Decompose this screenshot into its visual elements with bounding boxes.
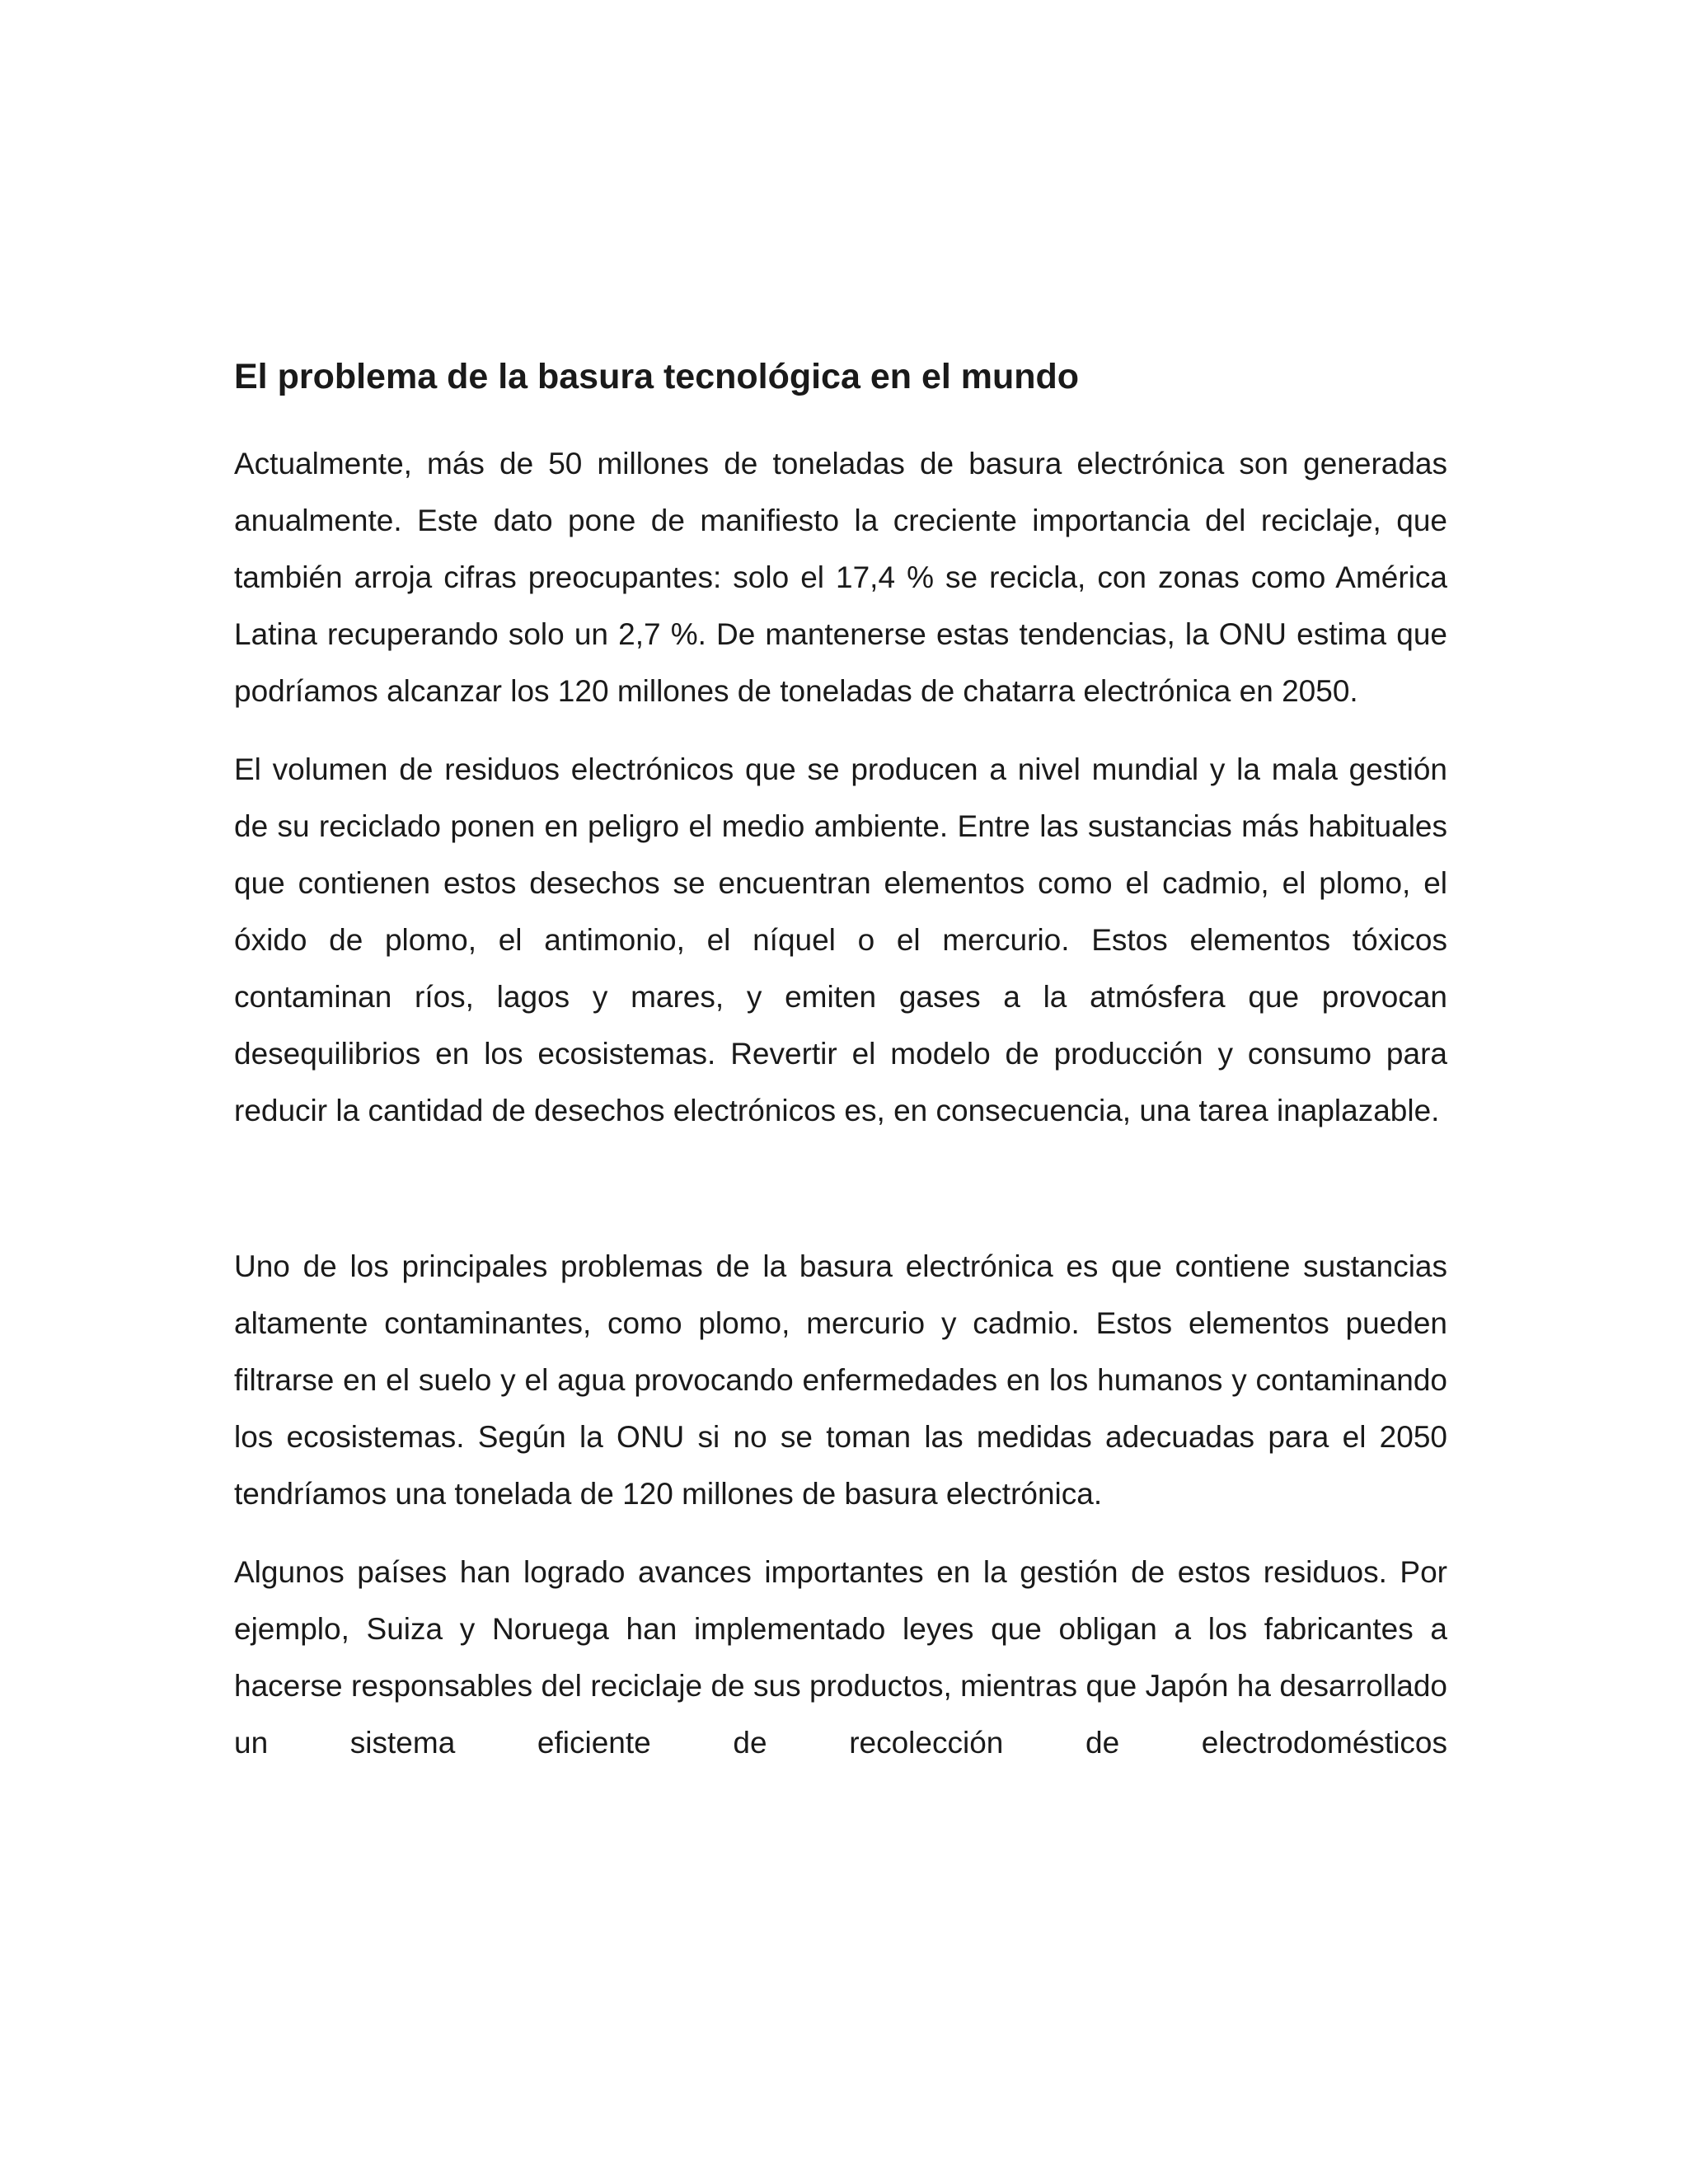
paragraph: Actualmente, más de 50 millones de toneladas de basura electrónica son generadas anualmente. Este dato pone de manifiesto la creciente importancia del reciclaje, que también arroja cifras preocupantes: solo el 17,4 % se recicla, con zonas como América Latina recuperando solo un 2,7 %. De mantenerse estas tendencias, la ONU estima que podríamos alcanzar los 120 millones de toneladas de chatarra electrónica en 2050. — [234, 447, 1447, 708]
paragraph: El volumen de residuos electrónicos que se producen a nivel mundial y la mala gestión de su reciclado ponen en peligro el medio ambiente. Entre las sustancias más habituales que contienen estos desechos se encuentran elementos como el cadmio, el plomo, el óxido de plomo, el antimonio, el níquel o el mercurio. Estos elementos tóxicos contaminan ríos, lagos y mares, y emiten gases a la atmósfera que provocan desequilibrios en los ecosistemas. Revertir el modelo de producción y consumo para reducir la cantidad de desechos electrónicos es, en consecuencia, una tarea inaplazable. — [234, 752, 1447, 1127]
paragraph: Uno de los principales problemas de la basura electrónica es que contiene sustancias altamente contaminantes, como plomo, mercurio y cadmio. Estos elementos pueden filtrarse en el suelo y el agua provocando enfermedades en los humanos y contaminando los ecosistemas. Según la ONU si no se toman las medidas adecuadas para el 2050 tendríamos una tonelada de 120 millones de basura electrónica. — [234, 1249, 1447, 1511]
paragraph: Algunos países han logrado avances importantes en la gestión de estos residuos. Por ejemplo, Suiza y Noruega han implementado leyes que obligan a los fabricantes a hacerse responsables del reciclaje de sus productos, mientras que Japón ha desarrollado un sistema eficiente de recolección de electrodomésticos — [234, 1555, 1447, 1760]
document-title: El problema de la basura tecnológica en el mundo — [234, 357, 1080, 396]
document-body — [234, 350, 1447, 1771]
